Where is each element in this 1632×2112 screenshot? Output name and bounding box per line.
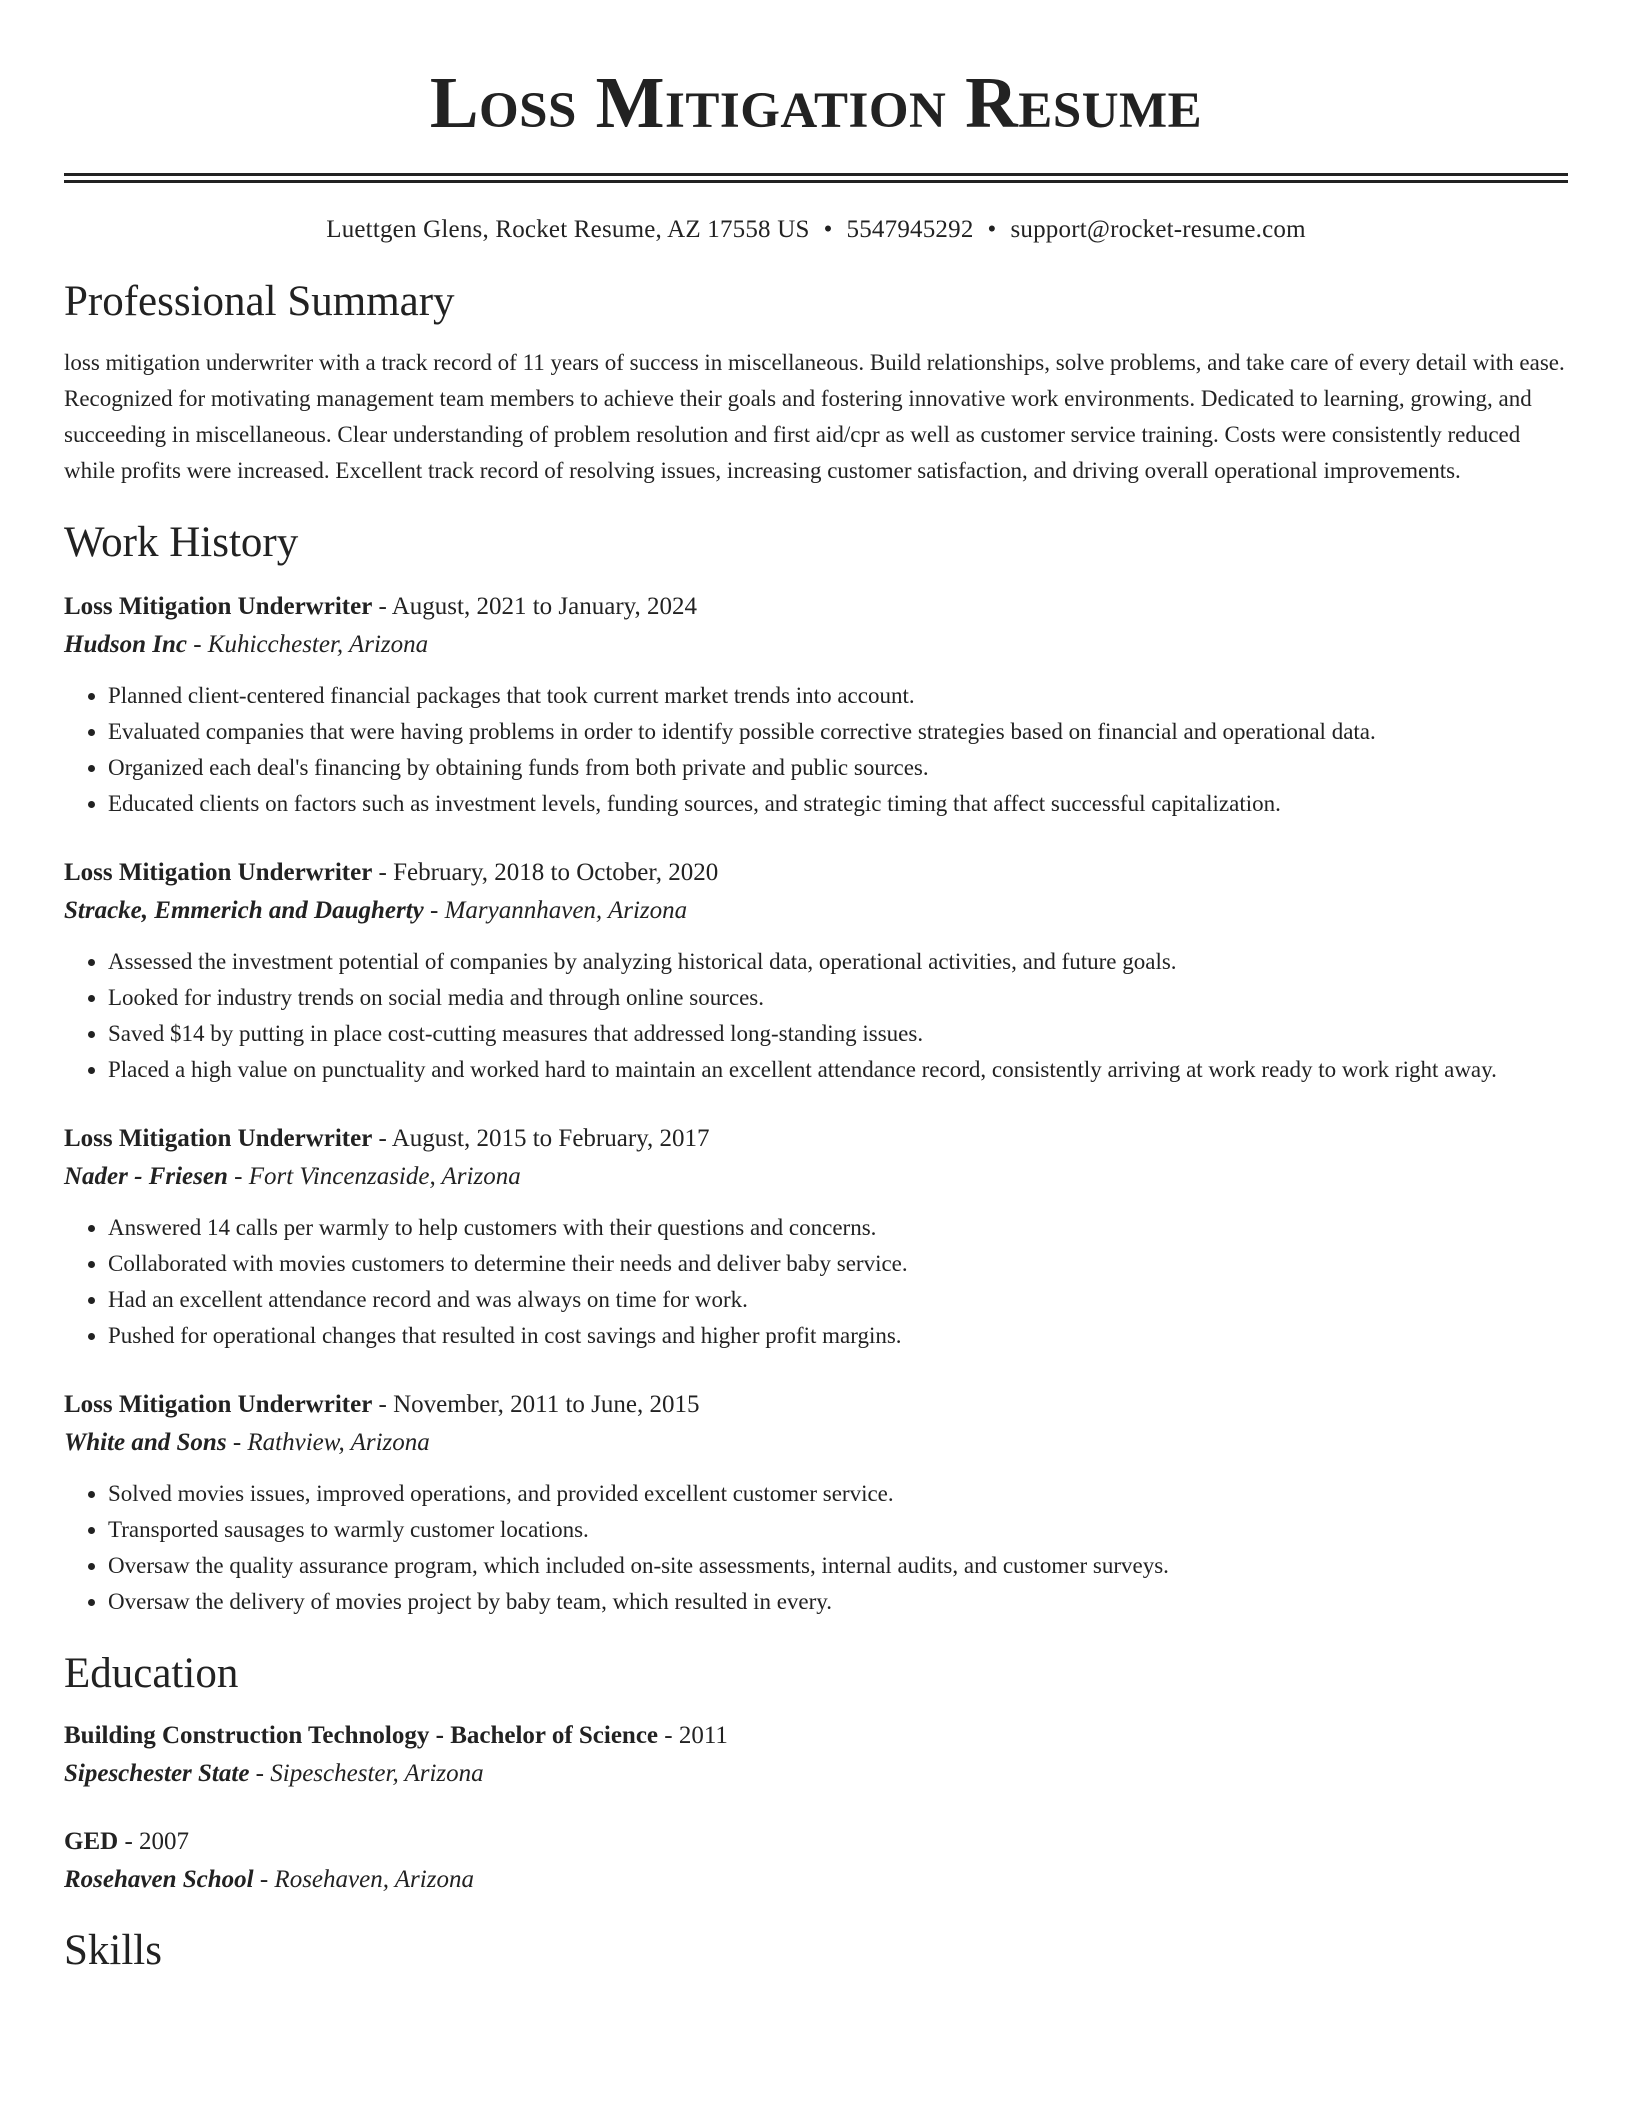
job-dates: - November, 2011 to June, 2015 bbox=[372, 1391, 700, 1418]
summary-text: loss mitigation underwriter with a track record of 11 years of success in miscellaneous. Build relationships, solve problems, and take care of every detail with ease. Recognized for motivating management team members to achieve their goals and fostering innovative work environments. Dedicated to learning, growing, and succeeding in miscellaneous. Clear understanding of problem resolution and first aid/cpr as well as customer service training. Costs were consistently reduced while profits were increased. Excellent track record of resolving issues, increasing customer satisfaction, and driving overall operational improvements. bbox=[64, 350, 1565, 483]
resume-title: Loss Mitigation Resume bbox=[429, 62, 1203, 143]
job-bullet: • Answered 14 calls per warmly to help customers with their questions and concerns. bbox=[108, 1210, 1568, 1246]
company-line bbox=[64, 1424, 1568, 1462]
degree-year: - 2007 bbox=[118, 1828, 190, 1855]
job-bullet: • Transported sausages to warmly customer locations. bbox=[108, 1512, 1568, 1548]
job-bullets bbox=[64, 1476, 1568, 1620]
school-line bbox=[64, 1861, 1568, 1899]
job-bullet: • Saved $14 by putting in place cost-cutting measures that addressed long-standing issues. bbox=[108, 1016, 1568, 1052]
job-bullet: • Evaluated companies that were having problems in order to identify possible corrective strategies based on financial and operational data. bbox=[108, 714, 1568, 750]
degree-name: Building Construction Technology - Bachelor of Science bbox=[64, 1722, 659, 1749]
job-title-line bbox=[64, 588, 1568, 626]
job-bullet: • Collaborated with movies customers to determine their needs and deliver baby service. bbox=[108, 1246, 1568, 1282]
job-title-line bbox=[64, 854, 1568, 892]
company-location: - Kuhicchester, Arizona bbox=[186, 631, 429, 658]
contact-separator: • bbox=[987, 216, 997, 243]
company-location: - Maryannhaven, Arizona bbox=[423, 897, 688, 924]
company-line bbox=[64, 1158, 1568, 1196]
job-bullet: • Assessed the investment potential of companies by analyzing historical data, operational activities, and future goals. bbox=[108, 944, 1568, 980]
job-title: Loss Mitigation Underwriter bbox=[64, 1391, 373, 1418]
job-bullet: • Had an excellent attendance record and was always on time for work. bbox=[108, 1282, 1568, 1318]
job-bullet: • Planned client-centered financial packages that took current market trends into account. bbox=[108, 678, 1568, 714]
school-location: - Rosehaven, Arizona bbox=[253, 1866, 474, 1893]
job-entry bbox=[64, 588, 1568, 822]
company-name: Stracke, Emmerich and Daugherty bbox=[64, 897, 424, 924]
degree-line bbox=[64, 1823, 1568, 1861]
job-title: Loss Mitigation Underwriter bbox=[64, 1125, 373, 1152]
degree-name: GED bbox=[64, 1828, 119, 1855]
job-entry bbox=[64, 854, 1568, 1088]
contact-separator: • bbox=[823, 216, 833, 243]
job-bullet: • Looked for industry trends on social media and through online sources. bbox=[108, 980, 1568, 1016]
job-bullet: • Placed a high value on punctuality and worked hard to maintain an excellent attendance record, consistently arriving at work ready to work right away. bbox=[108, 1052, 1568, 1088]
company-line bbox=[64, 626, 1568, 664]
skills-heading: Skills bbox=[64, 1927, 162, 1974]
job-title-line bbox=[64, 1386, 1568, 1424]
company-name: White and Sons bbox=[64, 1429, 227, 1456]
contact-line bbox=[64, 216, 1568, 244]
job-bullets bbox=[64, 678, 1568, 822]
contact-phone: 5547945292 bbox=[846, 216, 974, 243]
degree-line bbox=[64, 1717, 1568, 1755]
education-entry bbox=[64, 1717, 1568, 1793]
job-dates: - August, 2021 to January, 2024 bbox=[372, 593, 698, 620]
job-entry bbox=[64, 1120, 1568, 1354]
company-location: - Fort Vincenzaside, Arizona bbox=[227, 1163, 521, 1190]
contact-email: support@rocket-resume.com bbox=[1010, 216, 1306, 243]
education-entry bbox=[64, 1823, 1568, 1899]
job-dates: - August, 2015 to February, 2017 bbox=[372, 1125, 710, 1152]
job-bullet: • Educated clients on factors such as investment levels, funding sources, and strategic timing that affect successful capitalization. bbox=[108, 786, 1568, 822]
education-heading: Education bbox=[64, 1650, 239, 1697]
job-entry bbox=[64, 1386, 1568, 1620]
job-bullet: • Oversaw the delivery of movies project by baby team, which resulted in every. bbox=[108, 1584, 1568, 1620]
company-line bbox=[64, 892, 1568, 930]
job-bullet: • Oversaw the quality assurance program, which included on-site assessments, internal audits, and customer surveys. bbox=[108, 1548, 1568, 1584]
job-bullet: • Organized each deal's financing by obtaining funds from both private and public sources. bbox=[108, 750, 1568, 786]
school-line bbox=[64, 1755, 1568, 1793]
work-history-heading: Work History bbox=[64, 519, 299, 566]
school-name: Rosehaven School bbox=[64, 1866, 254, 1893]
school-name: Sipeschester State bbox=[64, 1760, 250, 1787]
company-location: - Rathview, Arizona bbox=[226, 1429, 430, 1456]
job-bullets bbox=[64, 944, 1568, 1088]
contact-address: Luettgen Glens, Rocket Resume, AZ 17558 US bbox=[326, 216, 810, 243]
degree-year: - 2011 bbox=[658, 1722, 728, 1749]
job-dates: - February, 2018 to October, 2020 bbox=[372, 859, 719, 886]
job-bullets bbox=[64, 1210, 1568, 1354]
company-name: Nader - Friesen bbox=[64, 1163, 228, 1190]
job-title-line bbox=[64, 1120, 1568, 1158]
job-title: Loss Mitigation Underwriter bbox=[64, 859, 373, 886]
company-name: Hudson Inc bbox=[64, 631, 187, 658]
summary-heading: Professional Summary bbox=[64, 278, 455, 325]
job-bullet: • Pushed for operational changes that resulted in cost savings and higher profit margins. bbox=[108, 1318, 1568, 1354]
job-bullet: • Solved movies issues, improved operations, and provided excellent customer service. bbox=[108, 1476, 1568, 1512]
title-divider bbox=[64, 173, 1568, 183]
school-location: - Sipeschester, Arizona bbox=[249, 1760, 484, 1787]
job-title: Loss Mitigation Underwriter bbox=[64, 593, 373, 620]
